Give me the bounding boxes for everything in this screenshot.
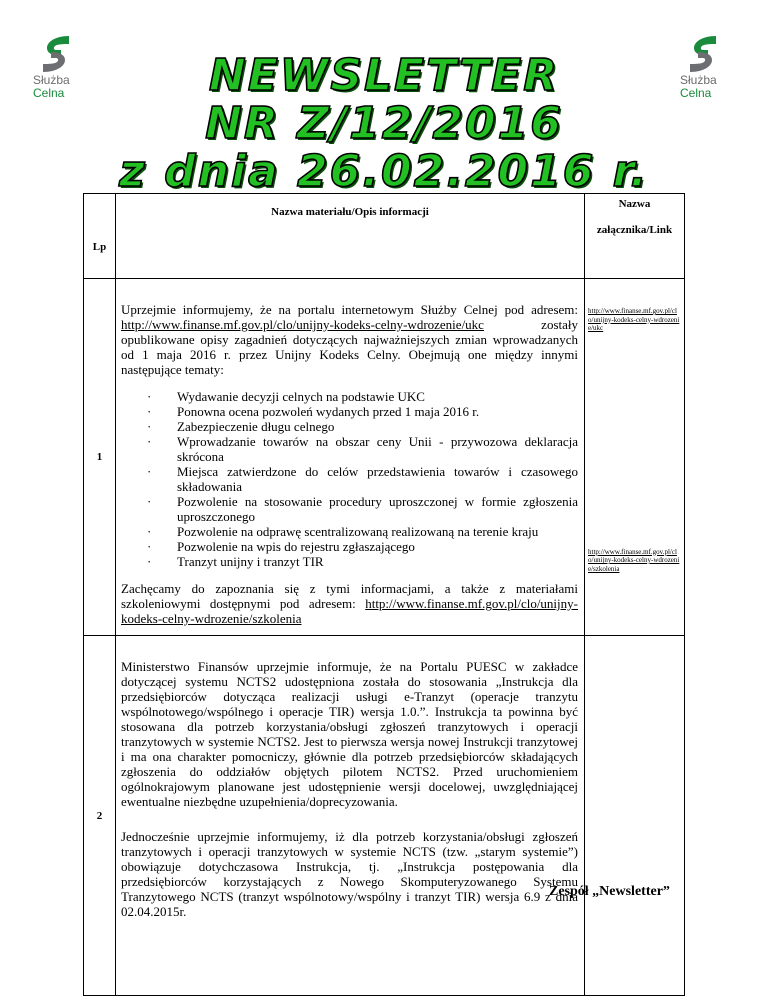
table-row [84, 636, 685, 996]
title-line-1: NEWSLETTER [208, 50, 560, 101]
list-item-text: Pozwolenie na odprawę scentralizowaną realizowaną na terenie kraju [177, 524, 539, 539]
row-content [116, 636, 585, 996]
row-content [116, 279, 585, 636]
logo-left [33, 34, 93, 100]
logo-text-line2: Celna [33, 86, 65, 100]
row2-para1: Ministerstwo Finansów uprzejmie informuje, że na Portalu PUESC w zakładce dotyczącej systemu NCTS2 udostępniona została do stosowania „Instrukcja dla przedsiębiorców dotycząca realizacji usługi e-Tranzyt (operacje tranzytu wspólnotowego/wspólnego i operacje TIR) wersja 1.0.”. Instrukcja ta powinna być stosowana dla potrzeb korzystania/obsługi zgłoszeń tranzytowych i operacji tranzytowych w systemie NCTS2. Jest to pierwsza wersja nowej Instrukcji tranzytowej i ma ona charakter pomocniczy, głównie dla potrzeb przedsiębiorców składających zgłoszenia do oddziałów objętych pilotem NCTS2. Przed uruchomieniem ogólnokrajowym planowane jest udostępnienie wersji docelowej, uwzględniającej ewentualne niezbędne uzupełnienia/doprecyzowania. [121, 659, 578, 809]
logo-text-line2: Celna [680, 86, 712, 100]
list-item [147, 389, 578, 404]
header-attachment [585, 194, 685, 279]
bullet-icon: · [147, 389, 152, 404]
attachment-link-ukc[interactable]: http://www.finanse.mf.gov.pl/clo/unijny-kodeks-celny-wdrozenie/ukc [588, 307, 680, 332]
bullet-icon: · [147, 494, 152, 509]
list-item [147, 419, 578, 434]
row-number: 2 [84, 636, 116, 996]
bullet-icon: · [147, 404, 152, 419]
list-item-text: Wydawanie decyzji celnych na podstawie UKC [177, 389, 425, 404]
row1-intro-text: Uprzejmie informujemy, że na portalu internetowym Służby Celnej pod adresem: [121, 302, 578, 317]
title-line-2: NR Z/12/2016 [205, 98, 563, 149]
row-attachments [585, 279, 685, 636]
list-item-text: Pozwolenie na stosowanie procedury uproszczonej w formie zgłoszenia uproszczonego [177, 494, 578, 524]
bullet-icon: · [147, 539, 152, 554]
logo-text-line1: Służba [33, 73, 70, 87]
bullet-icon: · [147, 464, 152, 479]
row1-intro-text-2: zostały opublikowane opisy zagadnień dotyczących najważniejszych zmian wprowadzanych od 1 maja 2016 r. przez Unijny Kodeks Celny. Obejmują one między innymi następujące tematy: [121, 317, 578, 377]
bullet-icon: · [147, 524, 152, 539]
header-lp: Lp [84, 194, 116, 279]
row-number: 1 [84, 279, 116, 636]
list-item-text: Pozwolenie na wpis do rejestru zgłaszającego [177, 539, 415, 554]
list-item [147, 524, 578, 539]
header-attachment-line2: załącznika/Link [596, 224, 673, 236]
row-attachments-empty [585, 636, 685, 996]
bullet-icon: · [147, 554, 152, 569]
list-item-text: Ponowna ocena pozwoleń wydanych przed 1 maja 2016 r. [177, 404, 480, 419]
ukc-link[interactable]: http://www.finanse.mf.gov.pl/clo/unijny-kodeks-celny-wdrozenie/ukc [121, 317, 484, 332]
list-item-text: Zabezpieczenie długu celnego [177, 419, 335, 434]
list-item-text: Tranzyt unijny i tranzyt TIR [177, 554, 324, 569]
topics-list [121, 389, 578, 569]
bullet-icon: · [147, 434, 152, 449]
logo-text-line1: Służba [680, 73, 717, 87]
customs-logo-icon [39, 34, 73, 74]
list-item [147, 554, 578, 569]
table-header-row [84, 194, 685, 279]
row1-outro [121, 581, 578, 626]
newsletter-title [110, 52, 658, 196]
bullet-icon: · [147, 419, 152, 434]
attachment-link-szkolenia[interactable]: http://www.finanse.mf.gov.pl/clo/unijny-kodeks-celny-wdrozenie/szkolenia [588, 547, 680, 573]
signature: Zespół „Newsletter” [549, 884, 670, 899]
list-item [147, 434, 578, 464]
customs-logo-icon [686, 34, 720, 74]
list-item-text: Wprowadzanie towarów na obszar ceny Unii - przywozowa deklaracja skrócona [177, 434, 578, 464]
table-row [84, 279, 685, 636]
list-item [147, 494, 578, 524]
row2-para2: Jednocześnie uprzejmie informujemy, iż dla potrzeb korzystania/obsługi zgłoszeń tranzytowych i operacji tranzytowych w systemie NCTS (tzw. „starym systemie”) obowiązuje dotychczasowa Instrukcja, tj. „Instrukcja postępowania dla przedsiębiorców korzystających z Nowego Skomputeryzowanego Systemu Tranzytowego NCTS (tranzyt wspólnotowy/wspólny i tranzyt TIR) wersja 6.9 z dnia 02.04.2015r. [121, 829, 578, 919]
newsletter-table [83, 193, 685, 996]
list-item [147, 404, 578, 419]
row1-outro-text: Zachęcamy do zapoznania się z tymi informacjami, a także z materiałami szkoleniowymi dostępnymi pod adresem: [121, 581, 578, 611]
list-item-text: Miejsca zatwierdzone do celów przedstawienia towarów i czasowego składowania [177, 464, 578, 494]
title-line-3: z dnia 26.02.2016 r. [119, 146, 649, 197]
header-attachment-line1: Nazwa [618, 198, 651, 210]
logo-right [680, 34, 740, 100]
list-item [147, 539, 578, 554]
list-item [147, 464, 578, 494]
header-name: Nazwa materiału/Opis informacji [116, 194, 585, 279]
row1-intro [121, 302, 578, 377]
szkolenia-link[interactable]: http://www.finanse.mf.gov.pl/clo/unijny-kodeks-celny-wdrozenie/szkolenia [121, 596, 578, 626]
